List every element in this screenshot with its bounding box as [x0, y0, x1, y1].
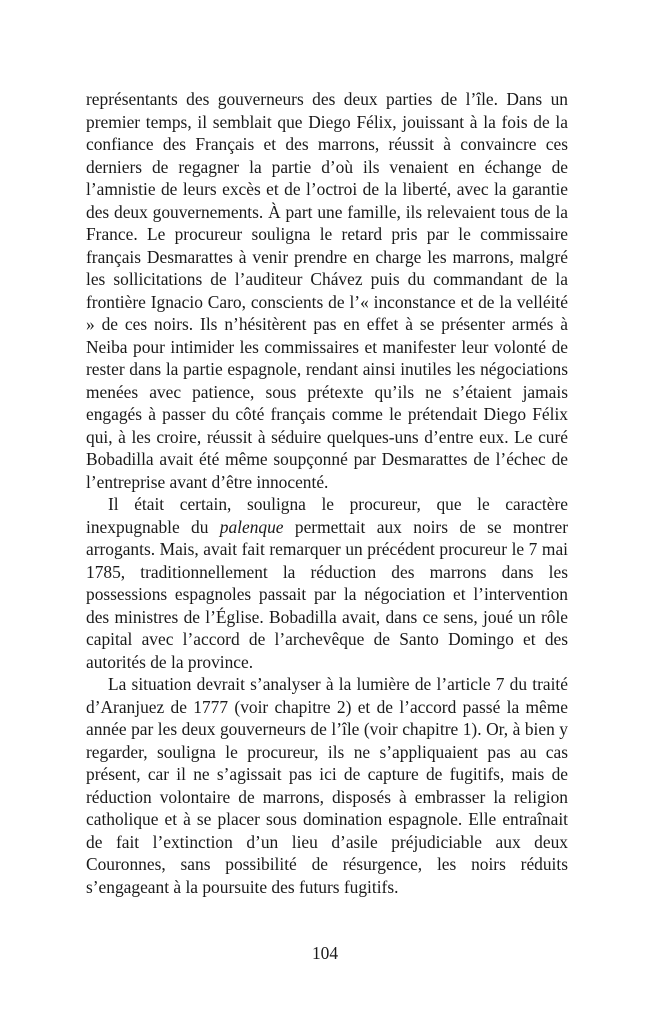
paragraph-2-text-start: Il était certain, souligna le procureur, que le caractère inexpugnable du — [86, 494, 568, 537]
page-body — [86, 88, 568, 898]
page-number: 104 — [311, 943, 339, 963]
paragraph-3-text: La situation devrait s’analyser à la lumière de l’article 7 du traité d’Aranjuez de 1777 (voir chapitre 2) et de l’accord passé la même année par les deux gouverneurs de l’île (voir chapitre 1). Or, à bien y regarder, souligna le procureur, ils ne s’appliquaient pas au cas présent, car il ne s’agissait pas ici de capture de fugitifs, mais de réduction volontaire de marrons, disposés à embrasser la religion catholique et à se placer sous domination espagnole. Elle entraînait de fait l’extinction d’un lieu d’asile préjudiciable aux deux Couronnes, sans possibilité de résurgence, les noirs réduits s’engageant à la poursuite des futurs fugitifs. — [86, 674, 568, 897]
paragraph-2-text-end: permettait aux noirs de se montrer arrogants. Mais, avait fait remarquer un précédent procureur le 7 mai 1785, traditionnellement la réduction des marrons dans les possessions espagnoles passait par la négociation et l’intervention des ministres de l’Église. Bobadilla avait, dans ce sens, joué un rôle capital avec l’accord de l’archevêque de Santo Domingo et des autorités de la province. — [86, 516, 568, 672]
paragraph-1-text: représentants des gouverneurs des deux parties de l’île. Dans un premier temps, il semblait que Diego Félix, jouissant à la fois de la confiance des Français et des marrons, réussit à convaincre ces derniers de regagner la partie d’où ils venaient en échange de l’amnistie de leurs excès et de l’octroi de la liberté, avec la garantie des deux gouvernements. À part une famille, ils relevaient tous de la France. Le procureur souligna le retard pris par le commissaire français Desmarattes à venir prendre en charge les marrons, malgré les sollicitations de l’auditeur Chávez puis du commandant de la frontière Ignacio Caro, conscients de l’« inconstance et de la velléité » de ces noirs. Ils n’hésitèrent pas en effet à se présenter armés à Neiba pour intimider les commissaires et manifester leur volonté de rester dans la partie espagnole, rendant ainsi inutiles les négociations menées avec patience, sous prétexte qu’ils ne s’étaient jamais engagés à passer du côté français comme le prétendait Diego Félix qui, à les croire, réussit à séduire quelques-uns d’entre eux. Le curé Bobadilla avait été même soupçonné par Desmarattes de l’échec de l’entreprise avant d’être innocenté. — [86, 89, 568, 492]
paragraph-1 — [86, 88, 568, 493]
paragraph-2 — [86, 493, 568, 673]
italic-term-palenque: palenque — [219, 516, 284, 537]
paragraph-3 — [86, 673, 568, 898]
